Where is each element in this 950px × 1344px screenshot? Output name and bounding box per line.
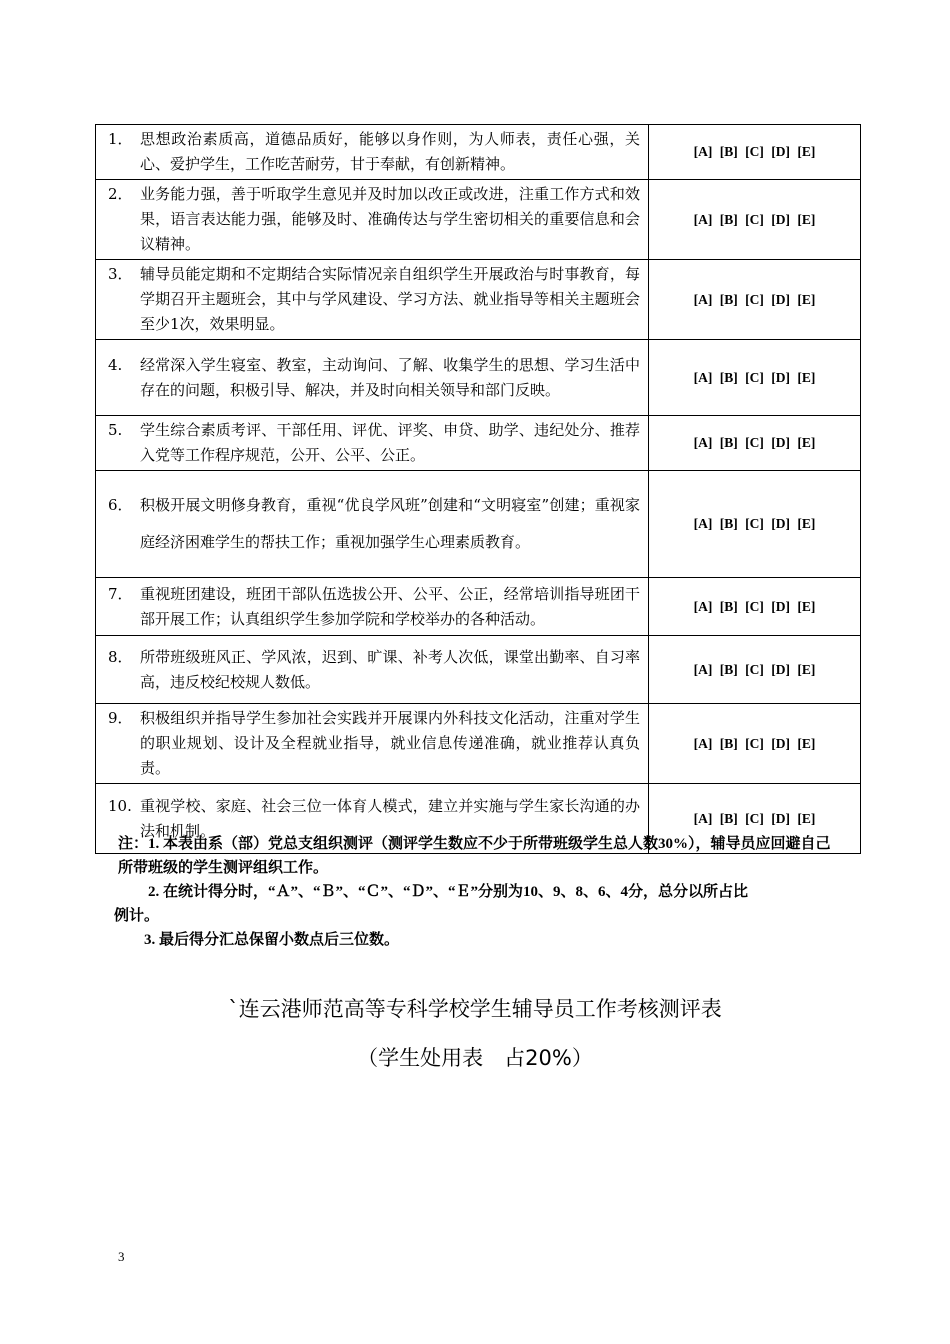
criterion-cell [96,471,649,578]
criterion-number: 8． [108,647,133,666]
criterion-cell [96,636,649,704]
criterion-number: 9． [108,709,133,727]
criterion-cell [96,578,649,636]
rating-options[interactable]: [A] [B] [C] [D] [E] [649,636,861,704]
criterion-text: 业务能力强，善于听取学生意见并及时加以改正或改进，注重工作方式和效果，语言表达能力强，能够及时、准确传达与学生密切相关的重要信息和会议精神。 [140,185,640,253]
rating-options[interactable]: [A] [B] [C] [D] [E] [649,125,861,180]
criterion-text: 辅导员能定期和不定期结合实际情况亲自组织学生开展政治与时事教育，每学期召开主题班会，其中与学风建设、学习方法、就业指导等相关主题班会至少1次，效果明显。 [140,265,640,333]
rating-options[interactable]: [A] [B] [C] [D] [E] [649,578,861,636]
rating-options[interactable]: [A] [B] [C] [D] [E] [649,260,861,340]
form-subtitle: （学生处用表 占20%） [357,1046,593,1070]
page-number: 3 [118,1249,125,1264]
rating-options[interactable]: [A] [B] [C] [D] [E] [649,180,861,260]
rating-options[interactable]: [A] [B] [C] [D] [E] [649,340,861,416]
criterion-text: 学生综合素质考评、干部任用、评优、评奖、申贷、助学、违纪处分、推荐入党等工作程序规范，公开、公平、公正。 [140,421,640,464]
rating-options[interactable]: [A] [B] [C] [D] [E] [649,704,861,784]
note-3: 3. 最后得分汇总保留小数点后三位数。 [144,932,400,948]
table-row [96,260,861,340]
criterion-text: 积极开展文明修身教育，重视“优良学风班”创建和“文明寝室”创建；重视家庭经济困难学生的帮扶工作；重视加强学生心理素质教育。 [140,496,640,551]
criterion-cell [96,180,649,260]
criterion-number: 3． [108,265,133,283]
table-row [96,578,861,636]
evaluation-table [95,124,861,854]
table-row [96,636,861,704]
table-row [96,180,861,260]
criterion-number: 4. [108,355,123,374]
table-row [96,704,861,784]
table-row [96,340,861,416]
criterion-cell [96,260,649,340]
table-row [96,471,861,578]
criterion-text: 重视班团建设，班团干部队伍选拔公开、公平、公正，经常培训指导班团干部开展工作；认真组织学生参加学院和学校举办的各种活动。 [140,584,640,628]
criterion-cell [96,704,649,784]
criterion-number: 6． [108,496,133,514]
criterion-cell [96,416,649,471]
criterion-number: 1． [108,130,133,148]
criterion-number: 5. [108,421,123,439]
criterion-text: 所带班级班风正、学风浓，迟到、旷课、补考人次低，课堂出勤率、自习率高，违反校纪校规人数低。 [140,647,640,691]
criterion-text: 重视学校、家庭、社会三位一体育人模式，建立并实施与学生家长沟通的办法和机制。 [140,796,640,840]
criterion-text: 经常深入学生寝室、教室，主动询问、了解、收集学生的思想、学习生活中存在的问题，积极引导、解决，并及时向相关领导和部门反映。 [140,355,640,399]
notes-section [114,832,843,952]
rating-options[interactable]: [A] [B] [C] [D] [E] [649,471,861,578]
criterion-number: 2． [108,185,133,203]
criterion-cell [96,340,649,416]
criterion-number: 10. [108,796,132,815]
rating-options[interactable]: [A] [B] [C] [D] [E] [649,784,861,854]
note-1: 注：1. 本表由系（部）党总支组织测评（测评学生数应不少于所带班级学生总人数30%），辅导员应回避自己所带班级的学生测评组织工作。 [118,836,831,876]
rating-options[interactable]: [A] [B] [C] [D] [E] [649,416,861,471]
form-title: `连云港师范高等专科学校学生辅导员工作考核测评表 [228,997,722,1021]
table-row [96,416,861,471]
criterion-cell [96,125,649,180]
note-2-tail: 例计。 [114,908,160,924]
table-row [96,125,861,180]
criterion-number: 7． [108,584,133,603]
criterion-text: 思想政治素质高，道德品质好，能够以身作则，为人师表，责任心强，关心、爱护学生，工作吃苦耐劳，甘于奉献，有创新精神。 [140,130,640,173]
criterion-text: 积极组织并指导学生参加社会实践并开展课内外科技文化活动，注重对学生的职业规划、设计及全程就业指导，就业信息传递准确，就业推荐认真负责。 [140,709,640,777]
note-2: 2. 在统计得分时，“Ａ”、“Ｂ”、“Ｃ”、“Ｄ”、“Ｅ”分别为10、9、8、6、4分，总分以所占比 [148,884,749,900]
